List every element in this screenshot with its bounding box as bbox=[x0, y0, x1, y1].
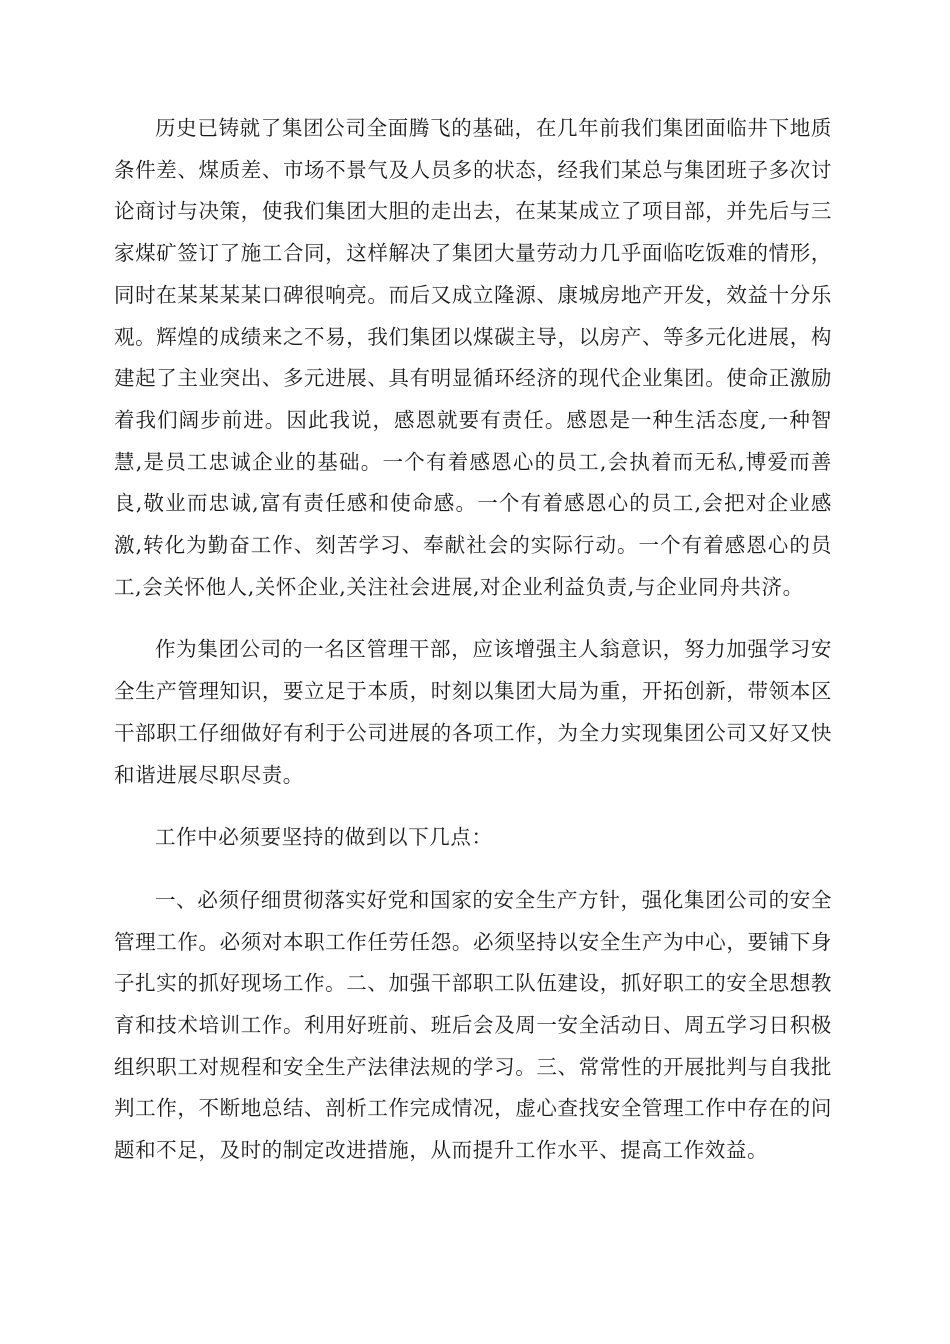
paragraph-key-points-intro: 工作中必须要坚持的做到以下几点： bbox=[155, 825, 493, 850]
paragraph-key-points: 一、必须仔细贯彻落实好党和国家的安全生产方针，强化集团公司的安全管理工作。必须对本职工作任劳任怨。必须坚持以安全生产为中心，要铺下身子扎实的抓好现场工作。二、加强干部职工队伍建设，抓好职工的安全思想教育和技术培训工作。利用好班前、班后会及周一安全活动日、周五学习日积极组织职工对规程和安全生产法律法规的学习。三、常常性的开展批判与自我批判工作，不断地总结、剖析工作完成情况，虚心查找安全管理工作中存在的问题和不足，及时的制定改进措施，从而提升工作水平、提高工作效益。 bbox=[114, 887, 832, 1163]
paragraph-gratitude: 历史已铸就了集团公司全面腾飞的基础，在几年前我们集团面临井下地质条件差、煤质差、市场不景气及人员多的状态，经我们某总与集团班子多次讨论商讨与决策，使我们集团大胆的走出去，在某某成立了项目部，并先后与三家煤矿签订了施工合同，这样解决了集团大量劳动力几乎面临吃饭难的情形，同时在某某某某口碑很响亮。而后又成立隆源、康城房地产开发，效益十分乐观。辉煌的成绩来之不易，我们集团以煤碳主导，以房产、等多元化进展，构建起了主业突出、多元进展、具有明显循环经济的现代企业集团。使命正激励着我们阔步前进。因此我说，感恩就要有责任。感恩是一种生活态度,一种智慧,是员工忠诚企业的基础。一个有着感恩心的员工,会执着而无私,博爱而善良,敬业而忠诚,富有责任感和使命感。一个有着感恩心的员工,会把对企业感激,转化为勤奋工作、刻苦学习、奉献社会的实际行动。一个有着感恩心的员工,会关怀他人,关怀企业,关注社会进展,对企业利益负责,与企业同舟共济。 bbox=[114, 116, 832, 599]
paragraph-manager-role: 作为集团公司的一名区管理干部，应该增强主人翁意识，努力加强学习安全生产管理知识，要立足于本质，时刻以集团大局为重，开拓创新，带领本区干部职工仔细做好有利于公司进展的各项工作，为全力实现集团公司又好又快和谐进展尽职尽责。 bbox=[114, 637, 832, 787]
document-body bbox=[114, 108, 832, 1172]
